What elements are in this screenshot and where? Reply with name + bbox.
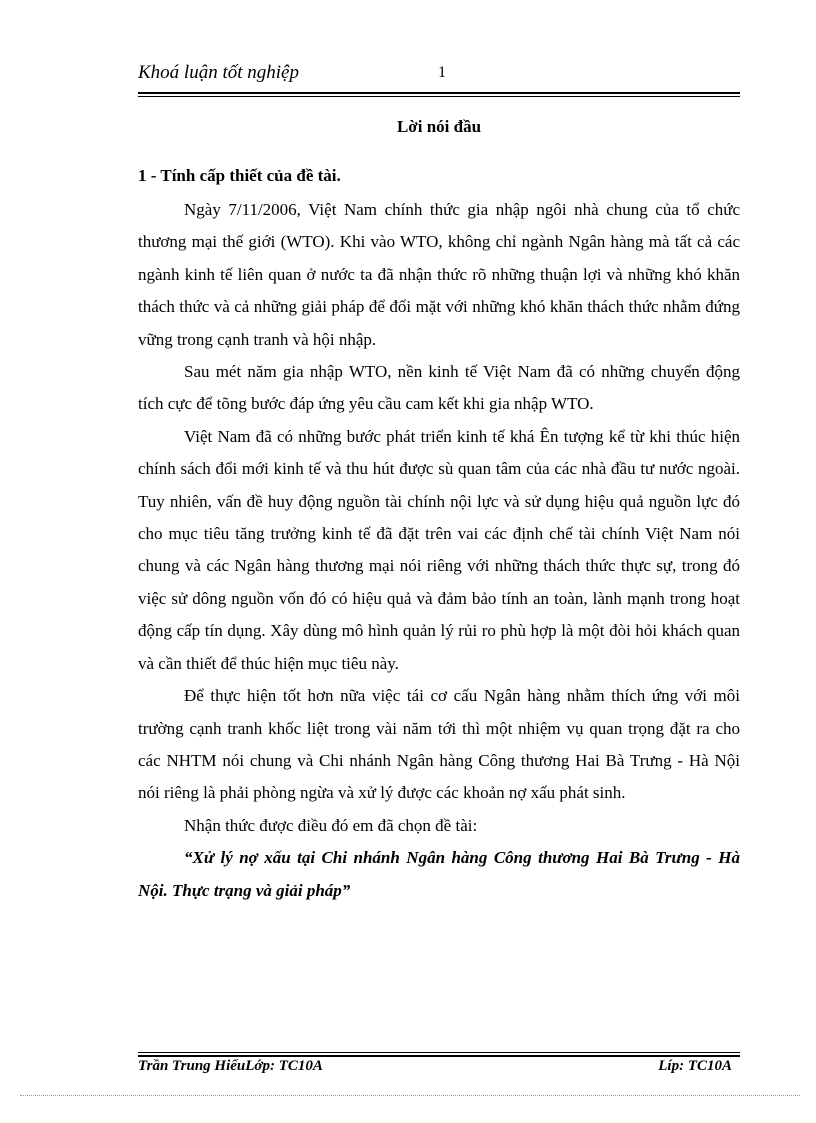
page-bottom-divider bbox=[20, 1095, 800, 1096]
header-rule-thick bbox=[138, 92, 740, 94]
section-heading: 1 - Tính cấp thiết của đề tài. bbox=[138, 166, 341, 185]
page-number: 1 bbox=[438, 64, 446, 81]
paragraph: Để thực hiện tốt hơn nữa việc tái cơ cấu Ngân hàng nhằm thích ứng với môi trường cạnh tranh khốc liệt trong vài năm tới thì một nhiệm vụ quan trọng đặt ra cho các NHTM nói chung và Chi nhánh Ngân hàng Công thương Hai Bà Trưng - Hà Nội nói riêng là phải phòng ngừa và xử lý được các khoản nợ xấu phát sinh. bbox=[138, 686, 740, 803]
paragraph: Ngày 7/11/2006, Việt Nam chính thức gia nhập ngôi nhà chung của tổ chức thương mại thế giới (WTO). Khi vào WTO, không chỉ ngành Ngân hàng mà tất cả các ngành kinh tế liên quan ở nước ta đã nhận thức rõ những thuận lợi và những khó khăn thách thức và cả những giải pháp để đối mặt với những khó khăn thách thức nhằm đứng vững trong cạnh tranh và hội nhập. bbox=[138, 200, 740, 349]
footer-class: Líp: TC10A bbox=[658, 1058, 732, 1074]
page-content bbox=[138, 114, 740, 907]
page-footer bbox=[138, 1056, 732, 1080]
footer-rule-thin bbox=[138, 1052, 740, 1053]
page-header bbox=[138, 62, 740, 92]
paragraph: Nhận thức được điều đó em đã chọn đề tài: bbox=[184, 815, 478, 835]
header-rule-thin bbox=[138, 96, 740, 97]
header-title: Khoá luận tốt nghiệp bbox=[138, 62, 299, 83]
paragraph: Sau mét năm gia nhập WTO, nền kinh tế Việt Nam đã có những chuyển động tích cực để tõng bước đáp ứng yêu cầu cam kết khi gia nhập WTO. bbox=[138, 362, 740, 414]
topic-quote: “Xử lý nợ xấu tại Chi nhánh Ngân hàng Công thương Hai Bà Trưng - Hà Nội. Thực trạng và giải pháp” bbox=[138, 848, 740, 900]
document-title: Lời nói đầu bbox=[396, 117, 482, 136]
footer-author-class: Trần Trung HiếuLớp: TC10A bbox=[138, 1058, 323, 1074]
paragraph: Việt Nam đã có những bước phát triển kinh tế khá Ên tượng kể từ khi thúc hiện chính sách đổi mới kinh tế và thu hút được sù quan tâm của các nhà đầu tư nước ngoài. Tuy nhiên, vấn đề huy động nguồn tài chính nội lực và sử dụng hiệu quả nguồn lực đó cho mục tiêu tăng trưởng kinh tế đã đặt trên vai các định chế tài chính Việt Nam nói chung và các Ngân hàng thương mại nói riêng với những thách thức thực sự, trong đó việc sử dông nguồn vốn đó có hiệu quả và đảm bảo tính an toàn, lành mạnh trong hoạt động cấp tín dụng. Xây dùng mô hình quản lý rủi ro phù hợp là một đòi hỏi khách quan và cần thiết để thúc hiện mục tiêu này. bbox=[138, 426, 740, 673]
